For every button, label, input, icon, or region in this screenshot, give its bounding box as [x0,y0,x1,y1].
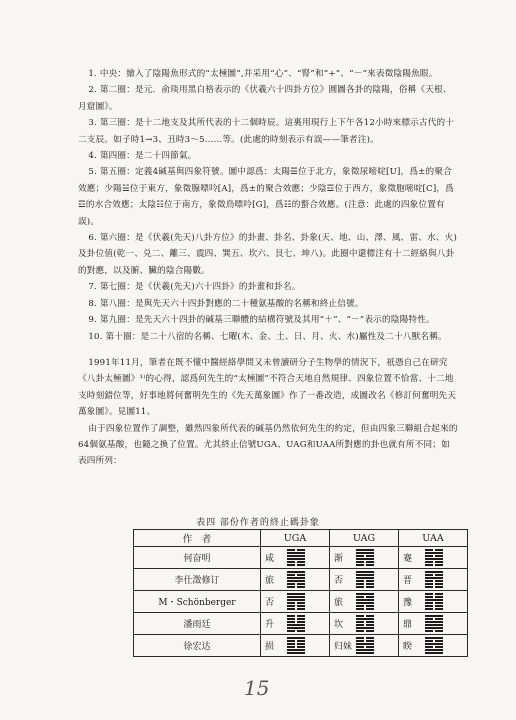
yang-line [287,624,305,626]
hexagram-symbol-icon [287,615,305,632]
yin-line [356,561,374,563]
author-cell: M・Schönberger [134,591,261,613]
yang-line [425,624,443,626]
yang-line [287,552,305,554]
yin-line [425,586,443,588]
yang-line [287,649,305,651]
yin-line [425,608,443,610]
yang-line [356,652,374,654]
yin-line [356,564,374,566]
hexagram-cell [261,547,330,569]
yang-line [425,627,443,629]
hexagram-symbol-icon [287,549,305,566]
paragraph-3: 3. 第三圈：是十二地支及其所代表的十二個時辰。這裏用現行上下午各12小時來標示古代的十二支辰。如子時1→3、丑時3～5……等。(此處的時刻表示有誤——筆者注)。 [78,118,455,145]
yin-line [356,605,374,607]
author-cell: 何奋明 [134,547,261,569]
table-title: 表四 部份作者的終止碼卦象 [196,518,320,528]
hexagram-cell [330,613,399,635]
yin-line [425,602,443,604]
yang-line [287,558,305,560]
hexagram-name: 升 [265,620,275,630]
paragraph-9: 9. 第九圈：是先天六十四卦的碱基三聯體的結構符號及其用“＋”、“－”表示的陰陽特性。 [88,315,435,326]
hexagram-name: 归妹 [334,642,353,652]
yin-line [287,640,305,642]
yin-line [287,618,305,620]
hexagram-cell [399,635,468,657]
hexagram-symbol-icon [356,593,374,610]
yang-line [425,649,443,651]
hexagram-symbol-icon [425,637,443,654]
yin-line [356,637,374,639]
hexagram-symbol-icon [287,637,305,654]
yang-line [356,571,374,573]
hexagram-cell [261,613,330,635]
yang-line [425,637,443,639]
table-header-row [134,530,468,547]
yin-line [287,605,305,607]
yin-line [356,555,374,557]
yang-line [425,552,443,554]
table-row [134,613,468,635]
yang-line [287,555,305,557]
yin-line [287,621,305,623]
yang-line [356,643,374,645]
yin-line [425,574,443,576]
yin-line [356,646,374,648]
hexagram-name: 咸 [265,554,275,564]
yang-line [425,577,443,579]
yin-line [425,580,443,582]
yin-line [425,583,443,585]
yang-line [287,599,305,601]
hexagram-cell [330,635,399,657]
paragraph-5: 5. 第五圈：定義4碱基與四象符號。圖中認爲：太陽☰位于北方，象徵尿嘧啶[U]，爲±的聚合效應；少陽☱位于東方，象徵腺嘌呤[A]，爲±的聚合效應；少陰☲位于西方，象徵胞嘧啶[C]，爲☲的水合效應；太陰☷位于南方，象徵鳥嘌呤[G]，爲☷的螯合效應。(注意：此處的四象位置有誤)。 [78,167,454,227]
yin-line [287,583,305,585]
hexagram-cell [330,569,399,591]
paragraph-1: 1. 中央：繪入了陰陽魚形式的“太極圖”,并采用“心”、“腎”和“+”、“－”來表徵陰陽魚眼。 [88,69,438,79]
yang-line [356,618,374,620]
yin-line [356,586,374,588]
hexagram-symbol-icon [425,571,443,588]
paragraph-2: 2. 第二圈：是元．俞琰用黑白格表示的《伏羲六十四卦方位》圓圖各卦的陰陽，俗稱《天根、月窟圖》。 [78,85,452,112]
hexagram-symbol-icon [425,593,443,610]
hexagram-symbol-icon [356,637,374,654]
yin-line [287,608,305,610]
hexagram-name: 鼎 [403,620,413,630]
yang-line [425,621,443,623]
yang-line [356,602,374,604]
yang-line [287,627,305,629]
yin-line [425,640,443,642]
paragraph-7: 7. 第七圈：是《伏羲(先天)六十四卦》的卦畫和卦名。 [88,282,301,293]
yin-line [425,549,443,551]
yang-line [425,643,443,645]
paragraph-1991: 1991年11月，筆者在既不懂中醫經絡學問又未曾讀研分子生物學的情況下，祇憑自己在研究《八卦太極圖》¹⁾的心得，認爲何先生的“太極圖”不符合天地自然規律、四象位置不恰當、十二地支時刻錯位等，好事地將何奮明先生的《先天萬象圖》作了一番改造，成圖改名《修訂何奮明先天萬象圖》。見圖11。 [78,357,457,418]
yin-line [287,643,305,645]
yang-line [287,652,305,654]
yin-line [356,630,374,632]
hexagram-symbol-icon [287,571,305,588]
hexagram-cell [399,591,468,613]
yang-line [425,571,443,573]
hexagram-name: 损 [265,642,275,652]
yang-line [356,649,374,651]
table-row [134,569,468,591]
yang-line [356,574,374,576]
header-uag: UAG [330,530,399,547]
yin-line [356,580,374,582]
hexagram-name: 否 [334,576,344,586]
yang-line [287,577,305,579]
hexagram-name: 晋 [403,576,413,586]
hexagram-name: 渐 [334,554,344,564]
yin-line [425,596,443,598]
paragraph-6: 6. 第六圈：是《伏羲(先天)八卦方位》的卦畫、卦名、卦象(天、地、山、澤、風、雷、水、火)及卦位值(乾一、兑二、離三、震四、巽五、坎六、艮七、坤八)。此圈中還標注有十二經絡與八卦的對應，以及腑、臟的陰合陽數。 [78,233,458,276]
hexagram-symbol-icon [425,615,443,632]
yang-line [356,558,374,560]
table-row [134,547,468,569]
hexagram-name: 旅 [265,576,275,586]
hexagram-cell [261,591,330,613]
yin-line [425,646,443,648]
yang-line [356,593,374,595]
yang-line [425,558,443,560]
author-cell: 李仕澂修订 [134,569,261,591]
yin-line [425,593,443,595]
yin-line [356,621,374,623]
yang-line [287,637,305,639]
yin-line [425,564,443,566]
yang-line [356,549,374,551]
yang-line [356,552,374,554]
paragraph-10: 10. 第十圈：是二十八宿的名稱、七曜(木、金、土、日、月、火、水)屬性及二十八獸名稱。 [88,331,447,342]
yin-line [356,615,374,617]
table-row [134,591,468,613]
paragraph-4: 4. 第四圈：是二十四節氣。 [88,151,197,162]
yang-line [425,652,443,654]
hexagram-name: 否 [265,598,275,608]
yin-line [356,624,374,626]
hexagram-cell [399,613,468,635]
hexagram-cell [261,635,330,657]
hexagram-cell [330,591,399,613]
yin-line [287,549,305,551]
yang-line [287,571,305,573]
yin-line [425,605,443,607]
header-author: 作 者 [134,530,261,547]
hexagram-symbol-icon [287,593,305,610]
yang-line [356,577,374,579]
header-uaa: UAA [399,530,468,547]
yin-line [356,640,374,642]
hexagram-name: 豫 [403,598,413,608]
yin-line [425,618,443,620]
body-text [78,66,458,470]
stop-codon-table [133,529,468,657]
yin-line [287,574,305,576]
yin-line [356,596,374,598]
yin-line [425,561,443,563]
yin-line [287,602,305,604]
yin-line [287,586,305,588]
yang-line [287,596,305,598]
yin-line [287,646,305,648]
table-body [134,547,468,657]
hexagram-cell [399,547,468,569]
yang-line [287,580,305,582]
hexagram-name: 蹇 [403,554,413,564]
paragraph-stop-codons: 由于四象位置作了調整，雖然四象所代表的碱基仍然依何先生的約定，但由四象三聯組合起來的64個氨基酸，也隨之換了位置。尤其終止信號UGA、UAG和UAA所對應的卦也就有所不同；如表四所列： [78,423,458,467]
hexagram-cell [261,569,330,591]
hexagram-name: 睽 [403,642,413,652]
yin-line [287,564,305,566]
yin-line [287,615,305,617]
yin-line [425,555,443,557]
yang-line [425,615,443,617]
yang-line [287,593,305,595]
hexagram-name: 坎 [334,620,344,630]
hexagram-cell [330,547,399,569]
hexagram-name: 旅 [334,598,344,608]
yin-line [356,608,374,610]
yin-line [287,630,305,632]
author-cell: 潘雨廷 [134,613,261,635]
paragraph-8: 8. 第八圈：是與先天六十四卦對應的二十種氨基酸的名稱和終止信號。 [88,298,364,309]
header-uga: UGA [261,530,330,547]
hexagram-symbol-icon [425,549,443,566]
yang-line [356,599,374,601]
table-row [134,635,468,657]
yin-line [287,561,305,563]
yang-line [425,599,443,601]
hexagram-symbol-icon [356,549,374,566]
yin-line [425,630,443,632]
hexagram-symbol-icon [356,615,374,632]
page-number: 15 [244,676,270,700]
yin-line [356,583,374,585]
yang-line [356,627,374,629]
hexagram-symbol-icon [356,571,374,588]
hexagram-cell [399,569,468,591]
author-cell: 徐宏达 [134,635,261,657]
